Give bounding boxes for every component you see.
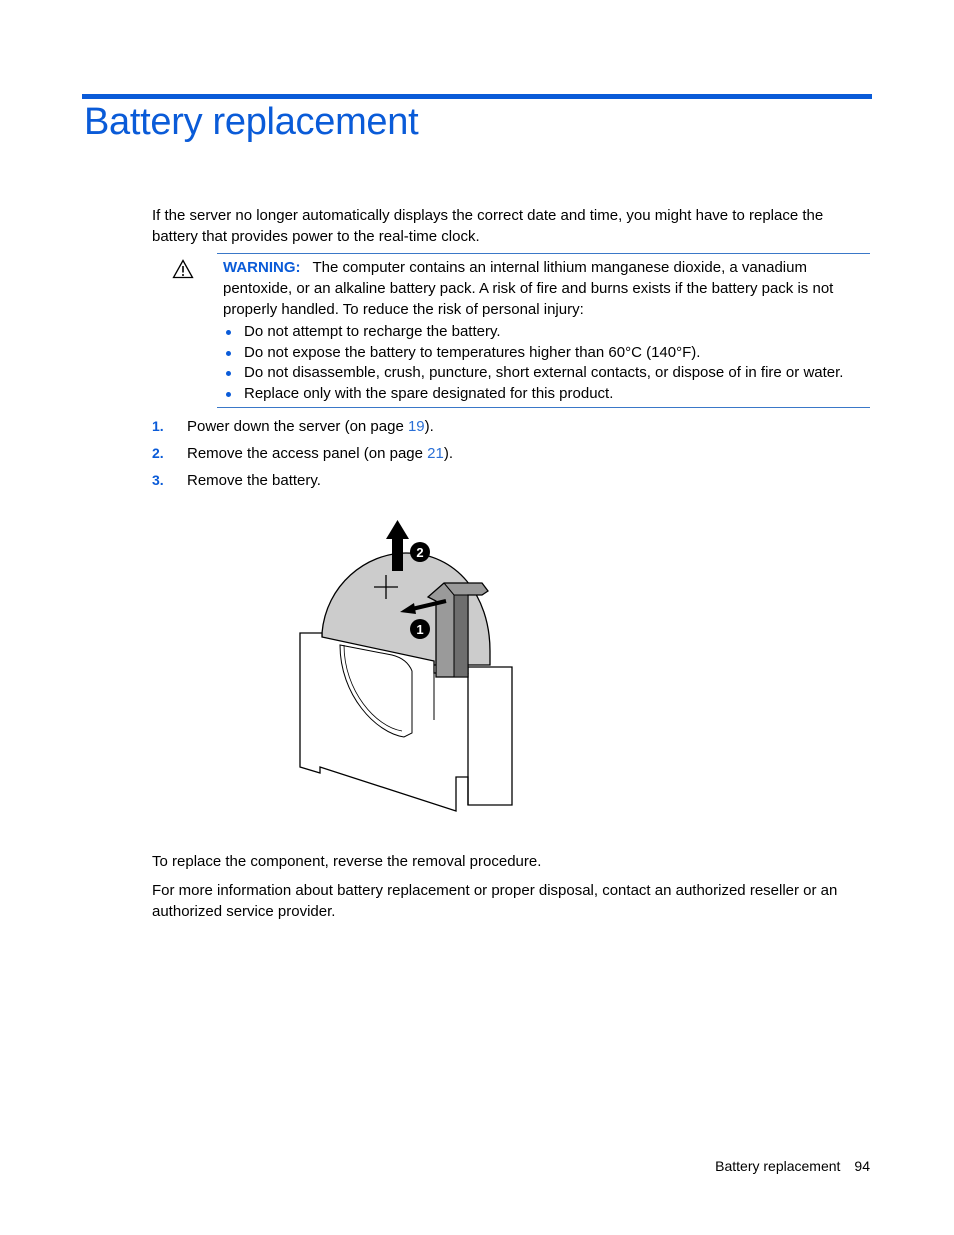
footer-section-title: Battery replacement: [715, 1158, 841, 1174]
bullet-icon: [226, 392, 231, 397]
warning-label: WARNING:: [223, 259, 301, 276]
list-item: [223, 343, 843, 364]
step-text-end: ).: [443, 445, 454, 462]
closing-paragraph-1: To replace the component, reverse the removal procedure.: [152, 853, 542, 870]
bullet-icon: [226, 330, 231, 335]
step-text-end: ).: [424, 418, 434, 435]
bullet-icon: [226, 351, 231, 356]
bullet-icon: [226, 371, 231, 376]
bullet-text: Do not expose the battery to temperatures higher than 60°C (140°F).: [244, 343, 701, 361]
page-link-21[interactable]: 21: [427, 445, 444, 462]
step-number: 1.: [152, 418, 164, 434]
intro-paragraph: If the server no longer automatically displays the correct date and time, you might have to replace the battery that provides power to the real-time clock.: [152, 207, 824, 245]
step-item: [152, 443, 453, 470]
step-text: Remove the access panel (on page: [187, 445, 428, 462]
bullet-text: Do not disassemble, crush, puncture, short external contacts, or dispose of in fire or water.: [244, 364, 844, 381]
step-number: 3.: [152, 472, 164, 488]
warning-body: The computer contains an internal lithium manganese dioxide, a vanadium pentoxide, or an alkaline battery pack. A risk of fire and burns exists if the battery pack is not properly handled. To reduce the risk of personal injury:: [223, 259, 834, 318]
step-number: 2.: [152, 445, 164, 461]
page-footer: [715, 1158, 870, 1174]
step-item: [152, 416, 453, 443]
title-rule: [82, 94, 872, 99]
warning-bullet-list: [223, 322, 843, 404]
step-text: Remove the battery.: [187, 472, 321, 489]
callout-2-label: 2: [416, 545, 424, 560]
closing-paragraph-2: For more information about battery replacement or proper disposal, contact an authorized reseller or an authorized service provider.: [152, 882, 838, 920]
list-item: [223, 384, 843, 405]
callout-1-label: 1: [416, 622, 424, 637]
page-title: Battery replacement: [84, 101, 419, 143]
step-text: Power down the server (on page: [187, 418, 408, 435]
list-item: [223, 322, 843, 343]
bullet-text: Do not attempt to recharge the battery.: [244, 323, 501, 340]
list-item: [223, 363, 843, 384]
step-item: [152, 470, 453, 497]
page-number: 94: [854, 1158, 870, 1174]
page-link-19[interactable]: 19: [407, 418, 425, 435]
bullet-text: Replace only with the spare designated for this product.: [244, 384, 614, 402]
battery-removal-illustration: [296, 515, 518, 815]
procedure-steps: [152, 416, 453, 497]
warning-text: [223, 257, 868, 320]
warning-triangle-icon: [172, 259, 194, 279]
